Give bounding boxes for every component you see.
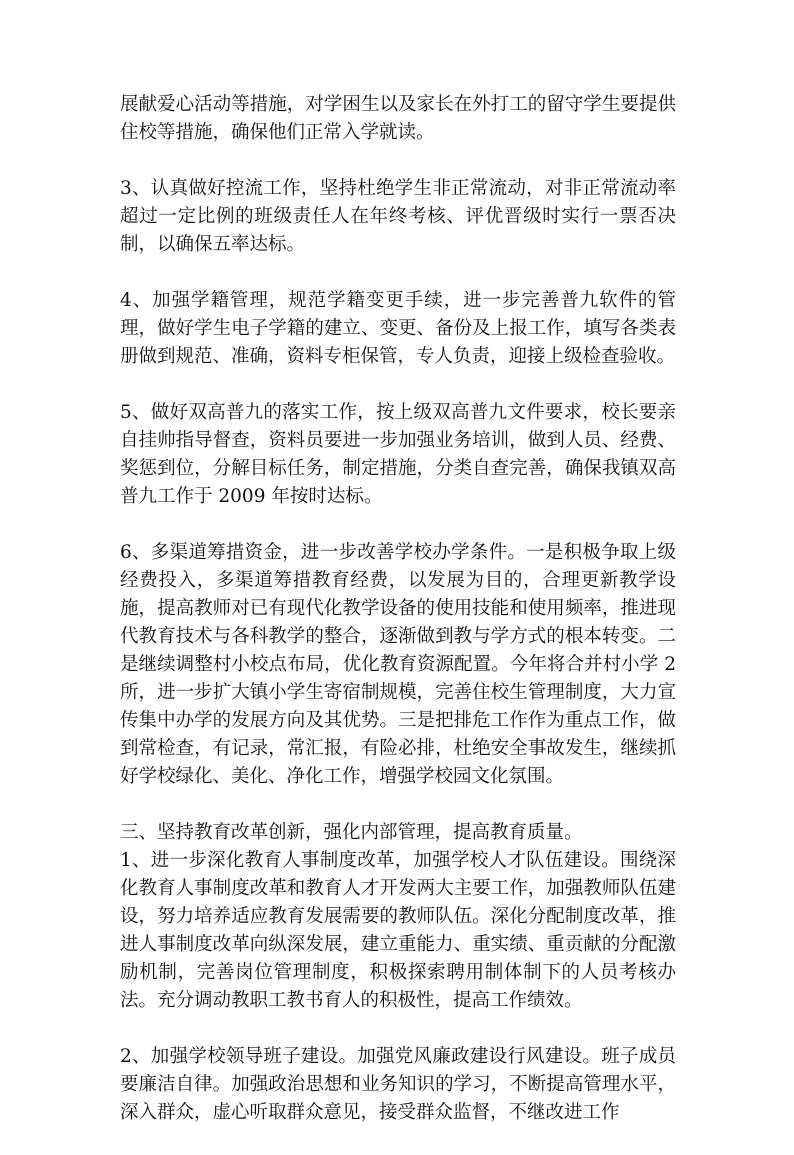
paragraph-item-5: 5、做好双高普九的落实工作，按上级双高普九文件要求，校长要亲自挂帅指导督查，资料员要进一步加强业务培训，做到人员、经费、奖惩到位，分解目标任务，制定措施，分类自查完善，确保我镇双高普九工作于 2009 年按时达标。	[120, 402, 676, 507]
paragraph-intro: 展献爱心活动等措施，对学困生以及家长在外打工的留守学生要提供住校等措施，确保他们正常入学就读。	[120, 94, 676, 143]
section-heading-3: 三、坚持教育改革创新，强化内部管理，提高教育质量。	[120, 822, 583, 843]
paragraph-item-4: 4、加强学籍管理，规范学籍变更手续，进一步完善普九软件的管理，做好学生电子学籍的建立、变更、备份及上报工作，填写各类表册做到规范、准确，资料专柜保管，专人负责，迎接上级检查验收。	[120, 290, 676, 367]
paragraph-item-3: 3、认真做好控流工作，坚持杜绝学生非正常流动，对非正常流动率超过一定比例的班级责任人在年终考核、评优晋级时实行一票否决制，以确保五率达标。	[120, 178, 676, 255]
paragraph-item-6: 6、多渠道筹措资金，进一步改善学校办学条件。一是积极争取上级经费投入，多渠道筹措教育经费，以发展为目的，合理更新教学设施，提高教师对已有现代化教学设备的使用技能和使用频率，推进现代教育技术与各科教学的整合，逐渐做到教与学方式的根本转变。二是继续调整村小校点布局，优化教育资源配置。今年将合并村小学 2 所，进一步扩大镇小学生寄宿制规模，完善住校生管理制度，大力宣传集中办学的发展方向及其优势。三是把排危工作作为重点工作，做到常检查，有记录，常汇报，有险必排，杜绝安全事故发生，继续抓好学校绿化、美化、净化工作，增强学校园文化氛围。	[120, 542, 676, 787]
paragraph-section3-item-2: 2、加强学校领导班子建设。加强党风廉政建设行风建设。班子成员要廉洁自律。加强政治思想和业务知识的学习，不断提高管理水平，深入群众，虚心听取群众意见，接受群众监督，不继改进工作	[120, 1046, 676, 1123]
document-page	[120, 91, 676, 1155]
paragraph-section3-item-1: 1、进一步深化教育人事制度改革，加强学校人才队伍建设。围绕深化教育人事制度改革和教育人才开发两大主要工作，加强教师队伍建设，努力培养适应教育发展需要的教师队伍。深化分配制度改革，推进人事制度改革向纵深发展，建立重能力、重实绩、重贡献的分配激励机制，完善岗位管理制度，积极探索聘用制体制下的人员考核办法。充分调动教职工教书育人的积极性，提高工作绩效。	[120, 850, 676, 1011]
